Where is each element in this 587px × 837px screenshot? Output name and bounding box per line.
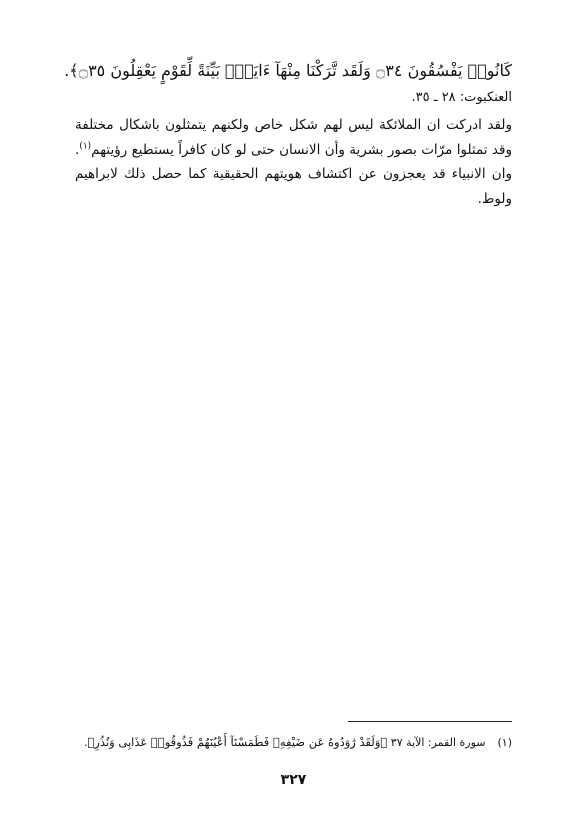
footnote-divider [348, 721, 512, 722]
verse-reference: العنكبوت: ٢٨ ـ ٣٥. [411, 90, 512, 105]
quran-verse-continuation: كَانُوا۟ يَفْسُقُونَ ۝٣٤ وَلَقَد تَّرَكْنَا مِنْهَآ ءَايَةًۢ بَيِّنَةً لِّقَوْمٍ يَعْقِلُونَ ۝٣٥﴾. [64, 61, 512, 80]
footnote-source: سورة القمر: الآية ٣٧ [390, 736, 486, 749]
body-paragraph [75, 113, 512, 211]
paragraph-text-end: . وان الانبياء قد يعجزون عن اكتشاف هويتهم الحقيقية كما حصل ذلك لابراهيم ولوط. [75, 141, 512, 207]
page-number: ٣٢٧ [280, 772, 307, 788]
footnote [75, 732, 512, 753]
footnote-quote: ﴿وَلَقَدْ رَٰوَدُوهُ عَن ضَيْفِهِۦ فَطَمَسْنَآ أَعْيُنَهُمْ فَذُوقُوا۟ عَذَابِى وَنُذُرِ﴾ [87, 735, 388, 749]
paragraph-text-start: ولقد ادركت ان الملائكة ليس لهم شكل خاص ولكنهم يتمثلون باشكال مختلفة وقد تمثلوا مرّات بصور بشرية وأن الانسان حتى لو كان كافراً يستطيع رؤيتهم [75, 117, 512, 158]
footnote-end: . [83, 736, 88, 749]
footnote-number: (١) [497, 736, 512, 749]
footnote-marker[interactable]: (١) [79, 141, 92, 151]
